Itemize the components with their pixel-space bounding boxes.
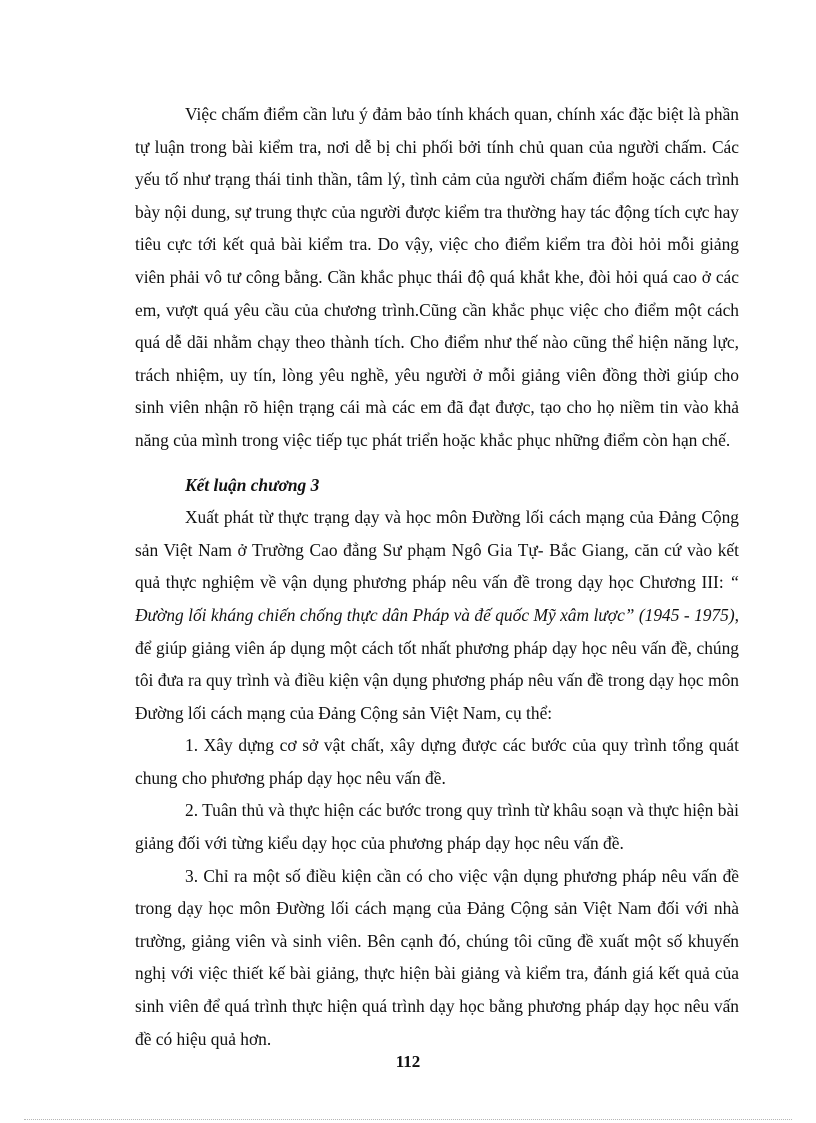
page-number: 112 bbox=[395, 1052, 421, 1071]
paragraph-conclusion-end: , để giúp giảng viên áp dụng một cách tốt nhất phương pháp dạy học nêu vấn đề, chúng tôi đưa ra quy trình và điều kiện vận dụng phương pháp nêu vấn đề trong dạy học môn Đường lối cách mạng của Đảng Cộng sản Việt Nam, cụ thể: bbox=[135, 604, 739, 723]
paragraph-grading: Việc chấm điểm cần lưu ý đảm bảo tính khách quan, chính xác đặc biệt là phần tự luận trong bài kiểm tra, nơi dễ bị chi phối bởi tính chủ quan của người chấm. Các yếu tố như trạng thái tinh thần, tâm lý, tình cảm của người chấm điểm hoặc cách trình bày nội dung, sự trung thực của người được kiểm tra thường hay tác động tích cực hay tiêu cực tới kết quả bài kiểm tra. Do vậy, việc cho điểm kiểm tra đòi hỏi mỗi giảng viên phải vô tư công bằng. Cần khắc phục thái độ quá khắt khe, đòi hỏi quá cao ở các em, vượt quá yêu cầu của chương trình.Cũng cần khắc phục việc cho điểm một cách quá dễ dãi nhằm chạy theo thành tích. Cho điểm như thế nào cũng thể hiện năng lực, trách nhiệm, uy tín, lòng yêu nghề, yêu người ở mỗi giảng viên đồng thời giúp cho sinh viên nhận rõ hiện trạng cái mà các em đã đạt được, tạo cho họ niềm tin vào khả năng của mình trong việc tiếp tục phát triển hoặc khắc phục những điểm còn hạn chế. bbox=[135, 104, 739, 450]
paragraph-conclusion bbox=[135, 501, 739, 729]
chapter-title-quote: “ Đường lối kháng chiến chống thực dân Pháp và đế quốc Mỹ xâm lược” (1945 - 1975) bbox=[135, 572, 739, 625]
list-item-3: 3. Chỉ ra một số điều kiện cần có cho việc vận dụng phương pháp nêu vấn đề trong dạy học môn Đường lối cách mạng của Đảng Cộng sản Việt Nam đối với nhà trường, giảng viên và sinh viên. Bên cạnh đó, chúng tôi cũng đề xuất một số khuyến nghị với việc thiết kế bài giảng, thực hiện bài giảng và kiểm tra, đánh giá kết quả của sinh viên để quá trình thực hiện quá trình dạy học bằng phương pháp dạy học nêu vấn đề có hiệu quả hơn. bbox=[135, 865, 739, 1049]
page-bottom-divider bbox=[24, 1119, 792, 1120]
list-item-1: 1. Xây dựng cơ sở vật chất, xây dựng được các bước của quy trình tổng quát chung cho phương pháp dạy học nêu vấn đề. bbox=[135, 735, 739, 788]
list-item-2: 2. Tuân thủ và thực hiện các bước trong quy trình từ khâu soạn và thực hiện bài giảng đối với từng kiểu dạy học của phương pháp dạy học nêu vấn đề. bbox=[135, 800, 739, 854]
paragraph-conclusion-start: Xuất phát từ thực trạng dạy và học môn Đường lối cách mạng của Đảng Cộng sản Việt Nam ở Trường Cao đẳng Sư phạm Ngô Gia Tự- Bắc Giang, căn cứ vào kết quả thực nghiệm về vận dụng phương pháp nêu vấn đề trong dạy học Chương III: bbox=[135, 507, 739, 593]
section-heading: Kết luận chương 3 bbox=[185, 474, 320, 495]
page-content bbox=[135, 98, 739, 1055]
